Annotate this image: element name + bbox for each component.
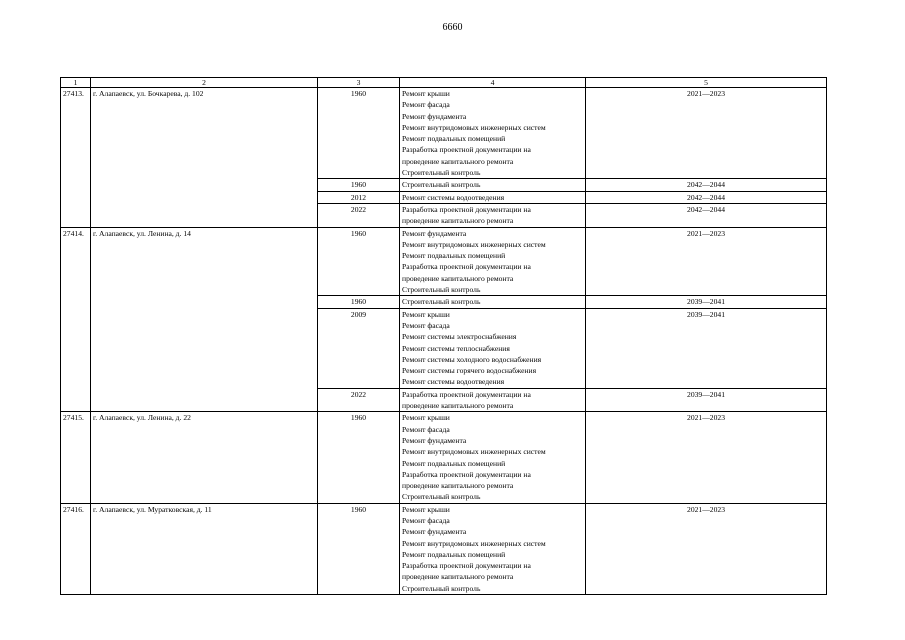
work-item: Разработка проектной документации на — [402, 262, 531, 272]
work-item: Ремонт фундамента — [402, 228, 467, 238]
planned-period: 2042—2044 — [586, 191, 827, 203]
work-types — [400, 308, 586, 388]
table-row — [61, 88, 827, 179]
work-types — [400, 191, 586, 203]
work-item: Ремонт крыши — [402, 504, 450, 514]
commission-year: 1960 — [318, 412, 400, 503]
planned-period: 2021—2023 — [586, 503, 827, 594]
entry-address: г. Алапаевск, ул. Муратковская, д. 11 — [91, 503, 318, 594]
work-types — [400, 412, 586, 503]
work-item: Разработка проектной документации на — [402, 389, 531, 399]
work-item: проведение капитального ремонта — [402, 572, 514, 582]
work-item: Строительный контроль — [402, 297, 481, 307]
work-item: Ремонт подвальных помещений — [402, 549, 506, 559]
table-row — [61, 412, 827, 503]
entry-address: г. Алапаевск, ул. Ленина, д. 22 — [91, 412, 318, 503]
entry-number: 27415. — [61, 412, 91, 503]
work-item: Разработка проектной документации на — [402, 145, 531, 155]
column-header-5: 5 — [586, 78, 827, 88]
commission-year: 2009 — [318, 308, 400, 388]
work-item: Ремонт системы горячего водоснабжения — [402, 366, 537, 376]
work-item: проведение капитального ремонта — [402, 401, 514, 411]
commission-year: 1960 — [318, 179, 400, 191]
planned-period: 2021—2023 — [586, 227, 827, 296]
work-item: Ремонт системы водоотведения — [402, 377, 505, 387]
work-item: Строительный контроль — [402, 583, 481, 593]
page-number: 6660 — [442, 22, 463, 33]
work-types — [400, 503, 586, 594]
work-item: Ремонт фасада — [402, 320, 450, 330]
entry-number: 27416. — [61, 503, 91, 594]
table-row — [61, 227, 827, 296]
commission-year: 1960 — [318, 227, 400, 296]
work-types — [400, 227, 586, 296]
column-header-3: 3 — [318, 78, 400, 88]
work-item: проведение капитального ремонта — [402, 273, 514, 283]
work-item: Ремонт внутридомовых инженерных систем — [402, 447, 546, 457]
work-item: Ремонт внутридомовых инженерных систем — [402, 538, 546, 548]
work-item: Разработка проектной документации на — [402, 561, 531, 571]
work-item: Ремонт внутридомовых инженерных систем — [402, 239, 546, 249]
table-body — [61, 88, 827, 595]
work-types — [400, 88, 586, 179]
planned-period: 2042—2044 — [586, 179, 827, 191]
work-item: Строительный контроль — [402, 492, 481, 502]
column-header-1: 1 — [61, 78, 91, 88]
entry-address: г. Алапаевск, ул. Бочкарева, д. 102 — [91, 88, 318, 228]
work-item: Ремонт фасада — [402, 100, 450, 110]
column-header-4: 4 — [400, 78, 586, 88]
work-item: Ремонт подвальных помещений — [402, 458, 506, 468]
work-item: Ремонт крыши — [402, 89, 450, 98]
entry-number: 27414. — [61, 227, 91, 412]
work-types — [400, 388, 586, 412]
commission-year: 2012 — [318, 191, 400, 203]
work-item: Разработка проектной документации на — [402, 204, 531, 214]
work-item: Ремонт подвальных помещений — [402, 251, 506, 261]
work-types — [400, 203, 586, 227]
entry-address: г. Алапаевск, ул. Ленина, д. 14 — [91, 227, 318, 412]
work-item: Ремонт системы холодного водоснабжения — [402, 354, 542, 364]
work-item: Ремонт подвальных помещений — [402, 134, 506, 144]
work-item: Строительный контроль — [402, 180, 481, 190]
work-item: Ремонт крыши — [402, 413, 450, 423]
work-item: Строительный контроль — [402, 168, 481, 178]
work-item: Ремонт фасада — [402, 515, 450, 525]
work-item: Ремонт внутридомовых инженерных систем — [402, 122, 546, 132]
commission-year: 2022 — [318, 388, 400, 412]
work-item: Ремонт фасада — [402, 424, 450, 434]
work-item: Ремонт фундамента — [402, 111, 467, 121]
work-types — [400, 179, 586, 191]
planned-period: 2021—2023 — [586, 88, 827, 179]
work-item: Ремонт системы теплоснабжения — [402, 343, 510, 353]
commission-year: 1960 — [318, 88, 400, 179]
commission-year: 2022 — [318, 203, 400, 227]
work-item: Ремонт системы водоотведения — [402, 192, 505, 202]
work-item: Ремонт системы электроснабжения — [402, 332, 517, 342]
commission-year: 1960 — [318, 296, 400, 308]
repair-schedule-table — [60, 77, 827, 595]
work-types — [400, 296, 586, 308]
planned-period: 2021—2023 — [586, 412, 827, 503]
commission-year: 1960 — [318, 503, 400, 594]
work-item: проведение капитального ремонта — [402, 156, 514, 166]
work-item: Ремонт крыши — [402, 309, 450, 319]
work-item: проведение капитального ремонта — [402, 216, 514, 226]
column-header-2: 2 — [91, 78, 318, 88]
work-item: Ремонт фундамента — [402, 435, 467, 445]
planned-period: 2039—2041 — [586, 308, 827, 388]
work-item: проведение капитального ремонта — [402, 481, 514, 491]
planned-period: 2039—2041 — [586, 388, 827, 412]
work-item: Строительный контроль — [402, 285, 481, 295]
column-number-row — [61, 78, 827, 88]
work-item: Разработка проектной документации на — [402, 469, 531, 479]
table-row — [61, 503, 827, 594]
planned-period: 2039—2041 — [586, 296, 827, 308]
planned-period: 2042—2044 — [586, 203, 827, 227]
work-item: Ремонт фундамента — [402, 527, 467, 537]
entry-number: 27413. — [61, 88, 91, 228]
